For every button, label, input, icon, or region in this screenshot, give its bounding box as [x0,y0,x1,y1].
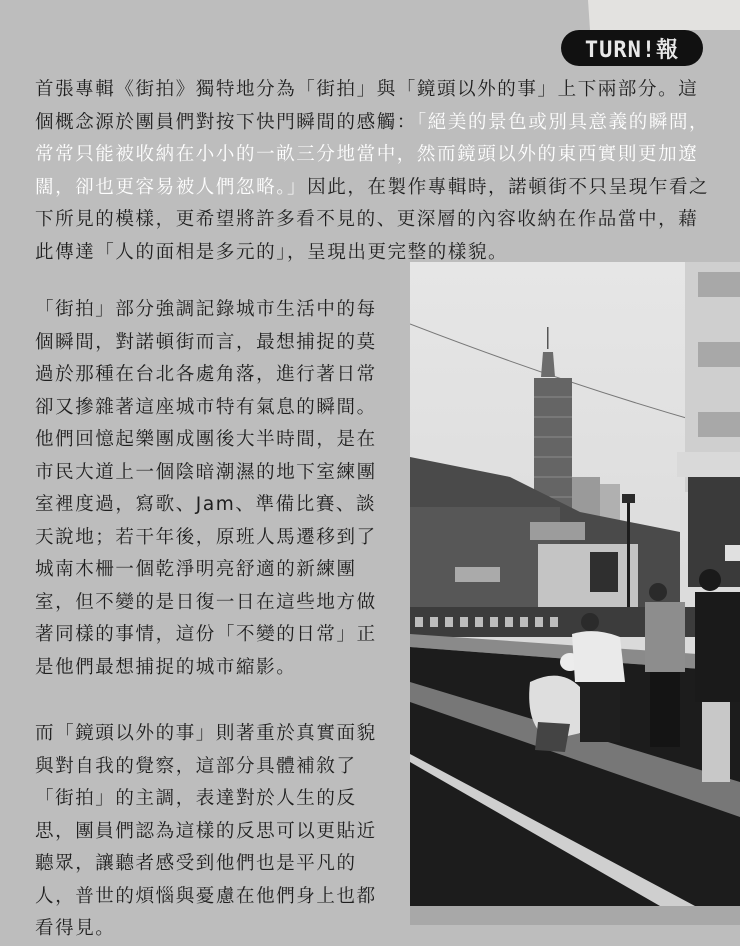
turn-logo [561,30,703,66]
paragraph-street-photo: 「街拍」部分強調記錄城市生活中的每個瞬間，對諾頓街而言，最想捕捉的莫過於那種在台北各處角落，進行著日常卻又摻雜著這座城市特有氣息的瞬間。他們回憶起樂團成團後大半時間，是在市民大道上一個陰暗潮濕的地下室練團室裡度過，寫歌、Jam、準備比賽、談天說地；若干年後，原班人馬遷移到了城南木柵一個乾淨明亮舒適的新練團室，但不變的是日復一日在這些地方做著同樣的事情，這份「不變的日常」正是他們最想捕捉的城市縮影。 [35,299,377,678]
highlighted-quote: 「絕美的景色或別具意義的瞬間，常常只能被收納在小小的一畝三分地當中，然而鏡頭以外的東西實則更加遼闊，卻也更容易被人們忽略。」 [35,111,710,198]
photo-bottom-band [410,906,740,925]
band-photo [410,262,740,906]
intro-text: 首張專輯《街拍》獨特地分為「街拍」與「鏡頭以外的事」上下兩部分。這個概念源於團員們對按下快門瞬間的感觸： [35,79,699,133]
intro-text-continued: 因此，在製作專輯時，諾頓街不只呈現乍看之下所見的模樣，更希望將許多看不見的、更深層的內容收納在作品當中，藉此傳達「人的面相是多元的」，呈現出更完整的樣貌。 [35,176,710,263]
decorative-corner-shape [588,0,740,30]
photo-illustration [410,262,740,906]
paragraph-beyond-lens: 而「鏡頭以外的事」則著重於真實面貌與對自我的覺察，這部分具體補敘了「街拍」的主調，表達對於人生的反思，團員們認為這樣的反思可以更貼近聽眾，讓聽者感受到他們也是平凡的人，普世的煩惱與憂慮在他們身上也都看得見。 [35,723,377,939]
paragraph-intro [35,74,715,269]
logo-text: TURN!報 [584,37,680,63]
